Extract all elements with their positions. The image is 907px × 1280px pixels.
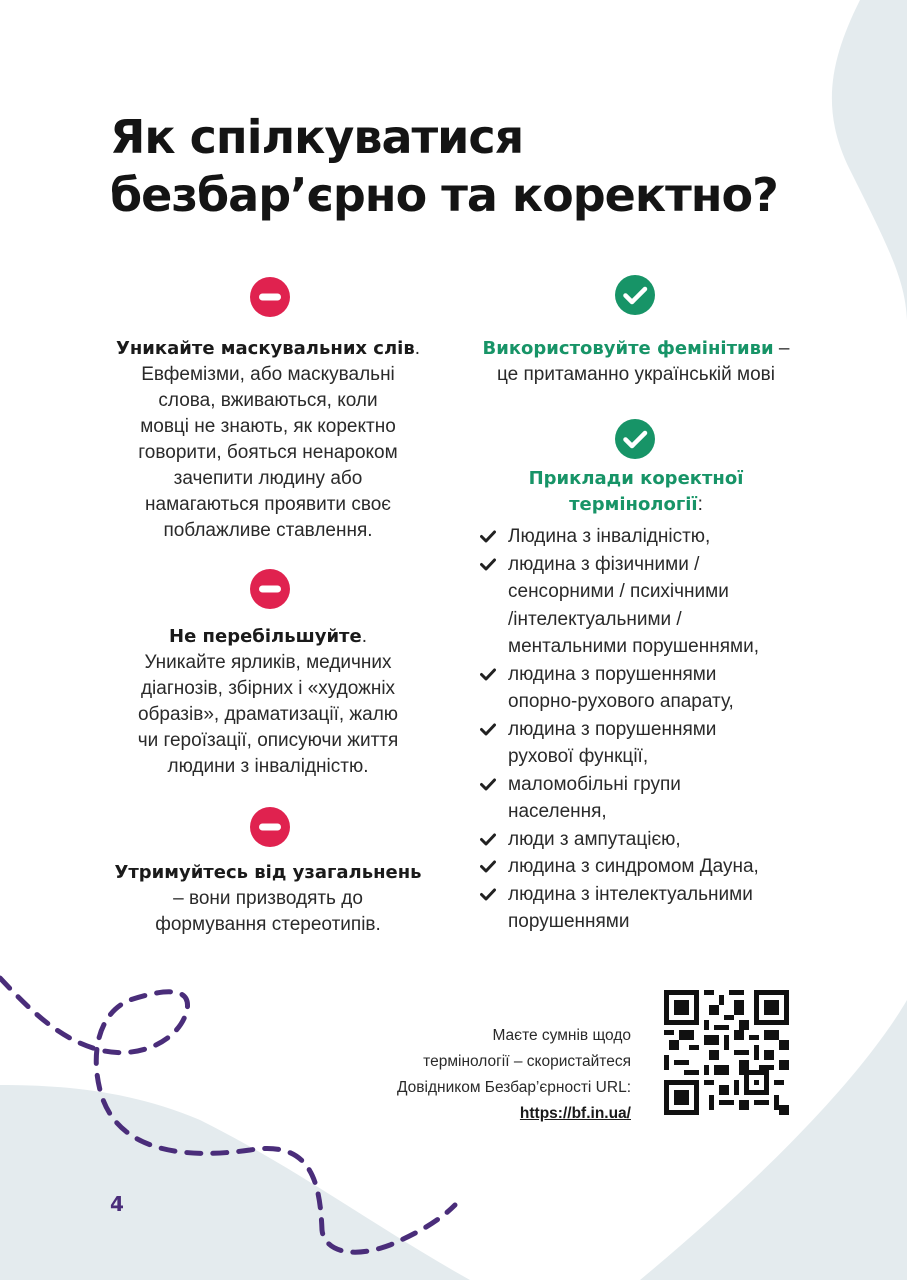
check-mark-icon [480,888,496,901]
avoid-masking-words-heading: Уникайте маскувальних слів [115,338,415,359]
minus-circle-icon [249,276,291,318]
avoid-generalizations-block: Утримуйтесь від узагальнень – вони призводять до формування стереотипів. [114,862,422,935]
correct-terms-list [478,523,759,936]
qr-code[interactable] [664,990,789,1115]
check-mark-icon [480,723,496,736]
title-line-1: Як спілкуватися [110,110,524,164]
check-mark-icon [480,833,496,846]
correct-terms-heading: Приклади коректної [528,468,744,489]
reference-link[interactable]: https://bf.in.ua/ [519,1105,631,1122]
check-mark-icon [480,860,496,873]
use-feminitives-block: Використовуйте фемінітиви – це притаманно українській мові [482,338,790,385]
list-item: люди з ампутацією, [478,826,759,854]
check-mark-icon [480,558,496,571]
list-item: Людина з інвалідністю, [478,523,759,551]
avoid-generalizations-heading: Утримуйтесь від узагальнень [114,862,422,883]
check-mark-icon [480,778,496,791]
avoid-masking-words-block: Уникайте маскувальних слів. Евфемізми, або маскувальні слова, вживаються, коли мовці не знають, як коректно говорити, бояться ненароком зачепити людину або намагаються проявити своє поблажливе ставлення. [115,338,420,541]
check-mark-icon [480,530,496,543]
list-item: людина з порушеннями рухової функції, [478,716,759,771]
list-item: людина з синдромом Дауна, [478,853,759,881]
list-item: людина з інтелектуальними порушеннями [478,881,759,936]
page-title [110,108,778,224]
check-circle-icon [614,274,656,316]
list-item: людина з порушеннями опорно-рухового апарату, [478,661,759,716]
dont-exaggerate-block: Не перебільшуйте. Уникайте ярликів, медичних діагнозів, збірних і «художніх образів», драматизації, жалю чи героїзації, описуючи життя людини з інвалідністю. [137,626,399,777]
minus-circle-icon [249,568,291,610]
check-circle-icon [614,418,656,460]
check-mark-icon [480,668,496,681]
minus-circle-icon [249,806,291,848]
title-line-2: безбар’єрно та коректно? [110,168,778,222]
page-number: 4 [110,1192,124,1216]
correct-terms-heading-block: Приклади коректної термінології: [528,468,744,515]
use-feminitives-heading: Використовуйте фемінітиви [482,338,774,359]
list-item: людина з фізичними / сенсорними / психічними /інтелектуальними / ментальними порушеннями, [478,551,759,661]
dont-exaggerate-heading: Не перебільшуйте [169,626,362,647]
qr-caption: Маєте сумнів щодо термінології – скористайтеся Довідником Безбар’єрності URL: https://bf.in.ua/ [397,1027,631,1122]
list-item: маломобільні групи населення, [478,771,759,826]
